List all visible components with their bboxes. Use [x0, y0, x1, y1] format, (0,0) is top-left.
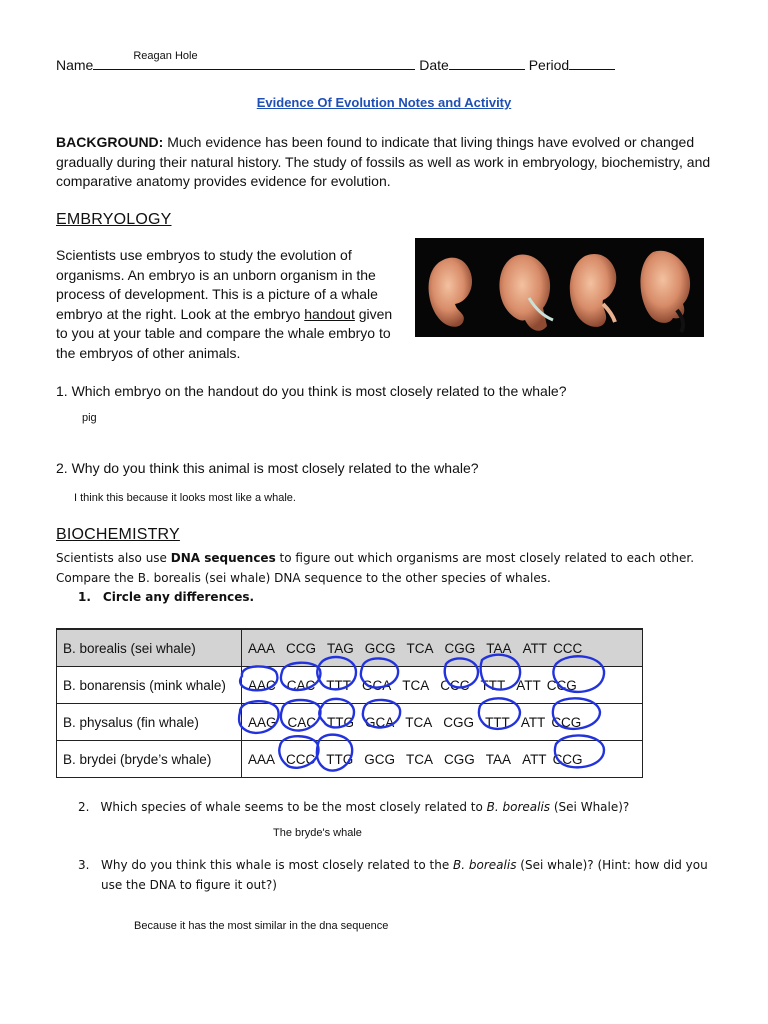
question-3-text-end: (Sei whale)? (Hint: how did you use the DNA to figure it out?) [101, 858, 708, 892]
sequence-cell [242, 629, 643, 667]
codon: GCA [365, 714, 395, 730]
codon: AAA [248, 640, 276, 656]
sequence-cell [242, 741, 643, 778]
biochemistry-heading: BIOCHEMISTRY [56, 526, 180, 543]
whale-embryo-picture [415, 238, 704, 337]
instruction-text: Circle any differences. [102, 590, 255, 604]
date-label: Date [419, 57, 449, 73]
species-cell: B. borealis (sei whale) [57, 629, 242, 667]
page-title: Evidence Of Evolution Notes and Activity [256, 95, 512, 110]
biochemistry-answer-2[interactable]: The bryde's whale [273, 827, 362, 839]
background-label: BACKGROUND: [56, 134, 164, 150]
name-label: Name [56, 57, 94, 73]
biochemistry-answer-3[interactable]: Because it has the most similar in the dna sequence [134, 920, 389, 932]
period-field[interactable] [569, 56, 615, 70]
question-3-text: Why do you think this whale is most closely related to the [101, 858, 454, 872]
dna-table [56, 628, 643, 778]
table-row [57, 741, 643, 778]
codon: CCG [286, 640, 317, 656]
embryo-4 [640, 251, 690, 332]
background-paragraph [56, 133, 716, 192]
name-value: Reagan Hole [133, 50, 198, 62]
codon: GCA [362, 677, 392, 693]
date-field[interactable] [449, 56, 525, 70]
question-2-species: B. borealis [486, 800, 551, 814]
codon: CCG [546, 677, 577, 693]
table-row [57, 667, 643, 704]
instruction-number: 1. [78, 590, 91, 604]
codon: ATT [522, 640, 548, 656]
codon: GCG [364, 751, 396, 767]
biochemistry-intro [56, 549, 716, 588]
embryology-intro-text-end: given to you at your table and compare the whale embryo to the embryos of other animals. [56, 305, 393, 361]
codon: CAC [287, 714, 317, 730]
embryology-question-1: 1. Which embryo on the handout do you think is most closely related to the whale? [56, 383, 567, 399]
codon: TTT [326, 677, 352, 693]
codon: GCG [364, 640, 396, 656]
dna-sequences-term: DNA sequences [170, 551, 276, 565]
question-2-text: Which species of whale seems to be the most closely related to [100, 800, 487, 814]
handout-link: handout [304, 305, 355, 322]
embryo-3 [570, 254, 616, 327]
codon: TTG [327, 714, 355, 730]
codon: ATT [520, 714, 546, 730]
embryology-answer-2[interactable]: I think this because it looks most like a whale. [74, 492, 296, 504]
table-row [57, 629, 643, 667]
embryo-1 [429, 258, 472, 327]
embryology-answer-1[interactable]: pig [82, 412, 97, 424]
table-row [57, 704, 643, 741]
biochemistry-intro-text-end: to figure out which organisms are most closely related to each other. Compare the B. borealis (sei whale) DNA sequence to the other species of whales. [56, 551, 695, 585]
codon: TCA [405, 714, 433, 730]
codon: CCC [440, 677, 470, 693]
codon: TCA [402, 677, 430, 693]
header-row [56, 50, 615, 73]
codon: CCC [286, 751, 316, 767]
codon: AAG [248, 714, 277, 730]
codon: CGG [444, 751, 475, 767]
codon: TTT [485, 714, 510, 730]
embryology-question-2: 2. Why do you think this animal is most closely related to the whale? [56, 460, 479, 476]
codon: CCG [552, 751, 583, 767]
species-cell: B. physalus (fin whale) [57, 704, 242, 741]
name-field[interactable] [93, 50, 415, 70]
codon: ATT [516, 677, 541, 693]
codon: CAC [286, 677, 316, 693]
question-3-species: B. borealis [453, 858, 517, 872]
codon: TCA [406, 751, 434, 767]
embryology-intro [56, 246, 398, 363]
codon: AAC [248, 677, 276, 693]
question-2-text-end: (Sei Whale)? [550, 800, 630, 814]
biochemistry-question-3 [78, 856, 718, 895]
question-3-number: 3. [78, 858, 90, 872]
codon: AAA [248, 751, 276, 767]
instruction-1 [78, 588, 254, 608]
embryo-2 [499, 255, 553, 331]
species-cell: B. brydei (bryde’s whale) [57, 741, 242, 778]
codon: ATT [522, 751, 547, 767]
codon: TAA [486, 640, 512, 656]
codon: CGG [444, 640, 476, 656]
codon: TTT [480, 677, 506, 693]
embryology-intro-text: Scientists use embryos to study the evolution of organisms. An embryo is an unborn organism in the process of development. This is a picture of a whale embryo at the right. Look at the embryo [56, 247, 378, 322]
codon: TAA [485, 751, 512, 767]
sequence-cell [242, 704, 643, 741]
biochemistry-intro-text: Scientists also use [56, 551, 171, 565]
question-2-number: 2. [78, 800, 90, 814]
codon: CCG [551, 714, 582, 730]
embryology-heading: EMBRYOLOGY [56, 211, 172, 228]
codon: TCA [406, 640, 434, 656]
period-label: Period [528, 57, 570, 73]
whale-embryo-image [415, 238, 704, 337]
codon: TAG [327, 640, 354, 656]
background-text: Much evidence has been found to indicate that living things have evolved or changed gradually during their natural history. The study of fossils as well as work in embryology, biochemistry, and comparative anatomy provides evidence for evolution. [56, 134, 711, 189]
codon: TTG [326, 751, 354, 767]
species-cell: B. bonarensis (mink whale) [57, 667, 242, 704]
codon: CGG [443, 714, 475, 730]
codon: CCC [553, 640, 583, 656]
biochemistry-question-2 [78, 798, 718, 818]
sequence-cell [242, 667, 643, 704]
